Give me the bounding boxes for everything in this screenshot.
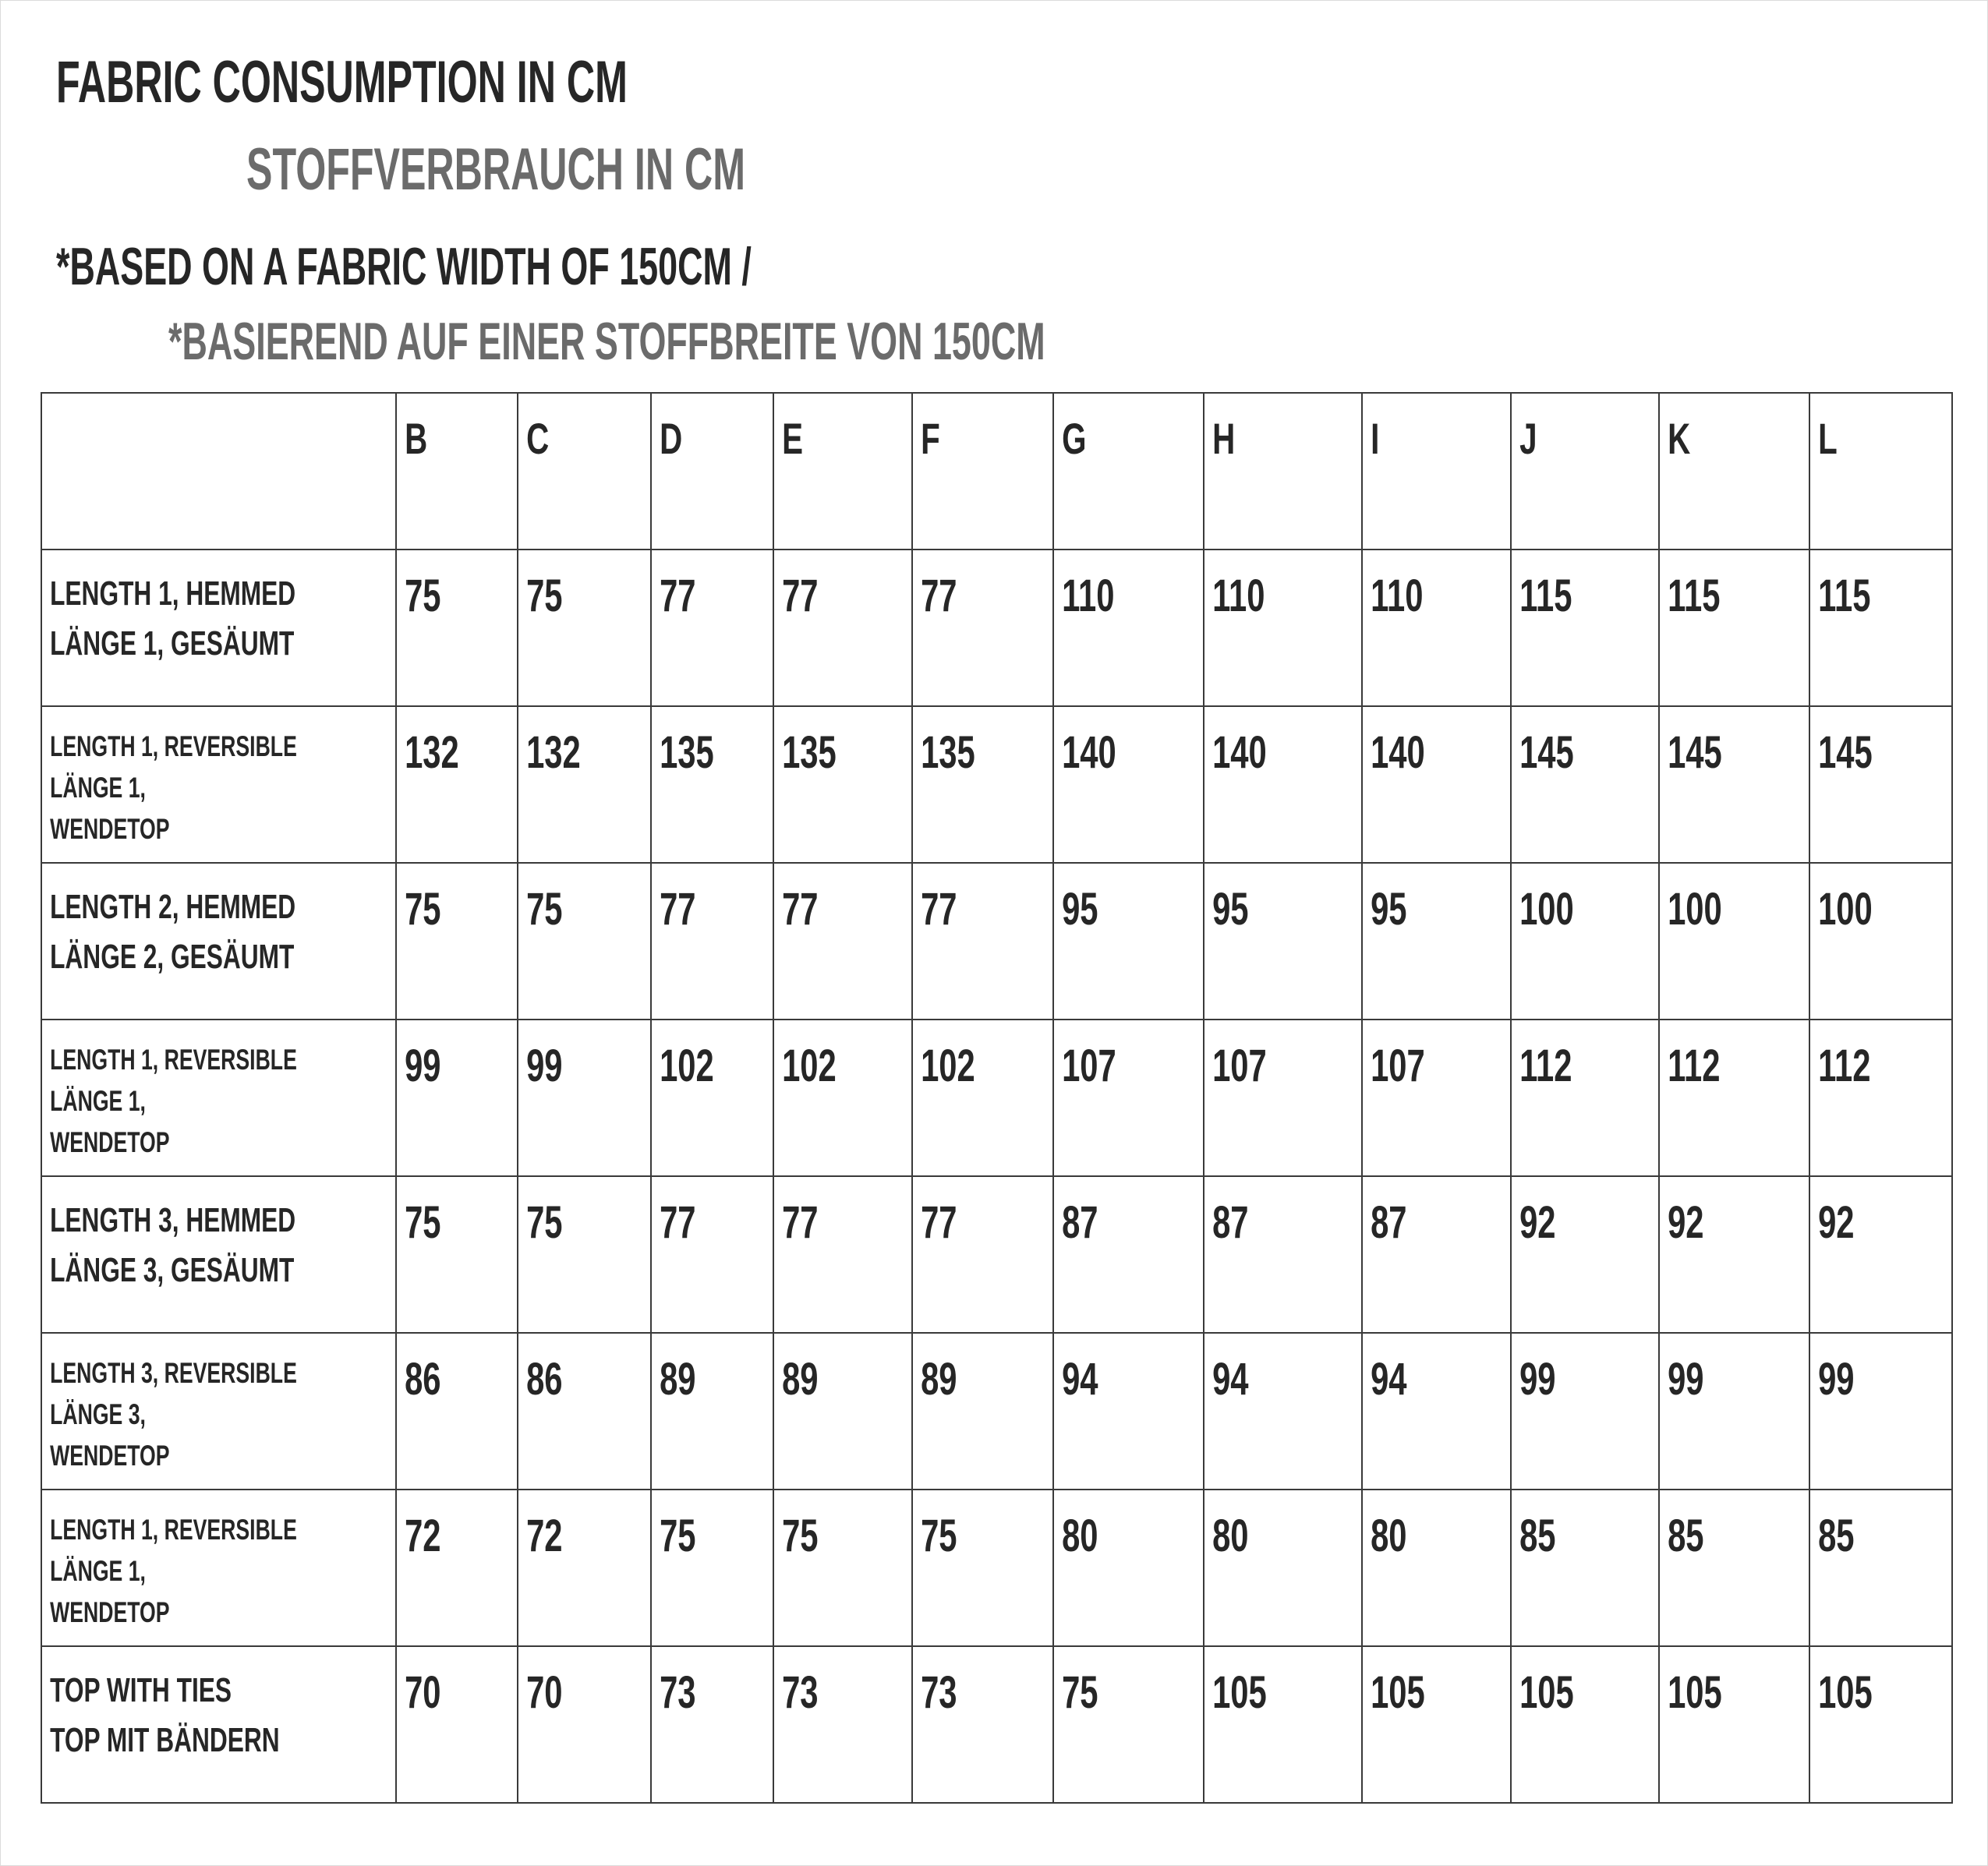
row-label-line: LENGTH 1, REVERSIBLE xyxy=(50,730,297,762)
consumption-value: 80 xyxy=(1062,1511,1098,1561)
consumption-value: 100 xyxy=(1519,884,1574,935)
consumption-value: 77 xyxy=(782,884,819,935)
consumption-value: 107 xyxy=(1062,1041,1116,1091)
size-label: J xyxy=(1519,414,1537,463)
value-cell xyxy=(1809,706,1952,863)
row-label xyxy=(42,1334,296,1476)
row-label-line: LÄNGE 2, GESÄUMT xyxy=(50,938,295,976)
value-cell xyxy=(518,1020,651,1176)
value-cell xyxy=(912,1333,1053,1490)
row-label-line: WENDETOP xyxy=(50,1126,170,1158)
value-cell xyxy=(773,863,912,1020)
value-cell xyxy=(1204,550,1362,706)
consumption-value: 132 xyxy=(405,727,459,778)
row-label-line: LÄNGE 3, GESÄUMT xyxy=(50,1251,295,1289)
consumption-value: 73 xyxy=(660,1667,696,1718)
value-cell xyxy=(1362,706,1511,863)
consumption-value: 75 xyxy=(526,1197,563,1248)
value-cell xyxy=(1511,863,1659,1020)
consumption-value: 77 xyxy=(660,884,696,935)
consumption-value: 94 xyxy=(1212,1354,1249,1405)
table-row xyxy=(41,1333,1952,1490)
value-cell xyxy=(1362,1020,1511,1176)
table-row xyxy=(41,863,1952,1020)
value-cell xyxy=(1204,863,1362,1020)
value-cell xyxy=(1053,1646,1204,1803)
consumption-value: 70 xyxy=(526,1667,563,1718)
row-label-cell xyxy=(41,1020,396,1176)
row-label-line: LÄNGE 1, GESÄUMT xyxy=(50,624,295,663)
value-cell xyxy=(912,1646,1053,1803)
value-cell xyxy=(396,1333,518,1490)
consumption-value: 102 xyxy=(660,1041,714,1091)
value-cell xyxy=(1511,706,1659,863)
consumption-value: 72 xyxy=(526,1511,563,1561)
consumption-value: 115 xyxy=(1818,571,1871,621)
value-cell xyxy=(396,1176,518,1333)
consumption-value: 75 xyxy=(405,1197,441,1248)
size-label: D xyxy=(660,414,683,463)
value-cell xyxy=(518,1646,651,1803)
consumption-value: 105 xyxy=(1818,1667,1873,1718)
consumption-value: 107 xyxy=(1212,1041,1267,1091)
consumption-value: 92 xyxy=(1519,1197,1556,1248)
row-label-line: TOP WITH TIES xyxy=(50,1671,232,1709)
consumption-value: 72 xyxy=(405,1511,441,1561)
value-cell xyxy=(773,1490,912,1646)
row-label xyxy=(42,1490,296,1633)
subtitle-german: *BASIEREND AUF EINER STOFFBREITE VON 150CM xyxy=(168,312,1045,371)
value-cell xyxy=(1809,1333,1952,1490)
value-cell xyxy=(518,706,651,863)
value-cell xyxy=(396,1490,518,1646)
value-cell xyxy=(1053,863,1204,1020)
consumption-value: 75 xyxy=(526,571,563,621)
value-cell xyxy=(912,863,1053,1020)
value-cell xyxy=(1204,1333,1362,1490)
consumption-value: 105 xyxy=(1371,1667,1425,1718)
subtitle-english: *BASED ON A FABRIC WIDTH OF 150CM / xyxy=(56,237,752,296)
consumption-value: 89 xyxy=(921,1354,957,1405)
consumption-value: 107 xyxy=(1371,1041,1425,1091)
value-cell xyxy=(1053,1333,1204,1490)
consumption-value: 77 xyxy=(660,1197,696,1248)
consumption-value: 75 xyxy=(405,884,441,935)
value-cell xyxy=(773,550,912,706)
value-cell xyxy=(1511,550,1659,706)
value-cell xyxy=(1204,1646,1362,1803)
column-header xyxy=(912,393,1053,550)
size-label: L xyxy=(1818,414,1838,463)
consumption-value: 77 xyxy=(921,571,957,621)
row-label xyxy=(42,1177,296,1295)
size-label: B xyxy=(405,414,428,463)
column-header xyxy=(1053,393,1204,550)
value-cell xyxy=(912,1176,1053,1333)
table-body xyxy=(41,393,1952,1803)
size-label: C xyxy=(526,414,550,463)
column-header xyxy=(773,393,912,550)
value-cell xyxy=(1053,1490,1204,1646)
value-cell xyxy=(651,1490,773,1646)
value-cell xyxy=(1809,1490,1952,1646)
value-cell xyxy=(651,1176,773,1333)
consumption-value: 70 xyxy=(405,1667,441,1718)
value-cell xyxy=(1659,863,1809,1020)
table-row xyxy=(41,1020,1952,1176)
value-cell xyxy=(1659,1020,1809,1176)
corner-cell xyxy=(41,393,396,550)
value-cell xyxy=(1511,1176,1659,1333)
size-label: H xyxy=(1212,414,1236,463)
consumption-value: 86 xyxy=(405,1354,441,1405)
value-cell xyxy=(1053,1176,1204,1333)
row-label-line: TOP MIT BÄNDERN xyxy=(50,1721,280,1759)
consumption-value: 100 xyxy=(1668,884,1722,935)
row-label-cell xyxy=(41,1333,396,1490)
column-header xyxy=(1362,393,1511,550)
consumption-value: 115 xyxy=(1668,571,1721,621)
row-label xyxy=(42,707,296,850)
value-cell xyxy=(1511,1333,1659,1490)
table-row xyxy=(41,550,1952,706)
value-cell xyxy=(1809,1020,1952,1176)
value-cell xyxy=(773,1176,912,1333)
value-cell xyxy=(912,1490,1053,1646)
consumption-value: 87 xyxy=(1212,1197,1249,1248)
consumption-value: 110 xyxy=(1212,571,1265,621)
row-label-line: LENGTH 2, HEMMED xyxy=(50,888,296,926)
value-cell xyxy=(912,706,1053,863)
consumption-value: 95 xyxy=(1062,884,1098,935)
table-row xyxy=(41,706,1952,863)
value-cell xyxy=(1659,1646,1809,1803)
value-cell xyxy=(773,1646,912,1803)
row-label-cell xyxy=(41,1646,396,1803)
consumption-value: 75 xyxy=(921,1511,957,1561)
consumption-value: 95 xyxy=(1371,884,1407,935)
column-header xyxy=(651,393,773,550)
consumption-value: 102 xyxy=(782,1041,837,1091)
consumption-value: 75 xyxy=(526,884,563,935)
value-cell xyxy=(1362,1646,1511,1803)
value-cell xyxy=(1511,1020,1659,1176)
column-header xyxy=(396,393,518,550)
value-cell xyxy=(1809,863,1952,1020)
consumption-value: 89 xyxy=(660,1354,696,1405)
consumption-value: 85 xyxy=(1668,1511,1704,1561)
consumption-value: 140 xyxy=(1212,727,1267,778)
value-cell xyxy=(1362,1333,1511,1490)
consumption-value: 99 xyxy=(1668,1354,1704,1405)
value-cell xyxy=(518,1176,651,1333)
consumption-value: 95 xyxy=(1212,884,1249,935)
value-cell xyxy=(1362,863,1511,1020)
row-label-cell xyxy=(41,1490,396,1646)
consumption-value: 99 xyxy=(1818,1354,1855,1405)
consumption-value: 105 xyxy=(1668,1667,1722,1718)
value-cell xyxy=(1053,706,1204,863)
row-label-cell xyxy=(41,1176,396,1333)
corner-label xyxy=(42,394,296,417)
value-cell xyxy=(1204,1176,1362,1333)
consumption-value: 99 xyxy=(405,1041,441,1091)
row-label xyxy=(42,1647,296,1765)
value-cell xyxy=(396,1020,518,1176)
value-cell xyxy=(651,1646,773,1803)
title-german: STOFFVERBRAUCH IN CM xyxy=(246,136,746,203)
value-cell xyxy=(651,706,773,863)
size-label: E xyxy=(782,414,803,463)
consumption-value: 99 xyxy=(1519,1354,1556,1405)
column-header xyxy=(1809,393,1952,550)
consumption-value: 112 xyxy=(1668,1041,1721,1091)
value-cell xyxy=(773,1333,912,1490)
value-cell xyxy=(1204,706,1362,863)
size-label: I xyxy=(1371,414,1380,463)
consumption-value: 145 xyxy=(1818,727,1873,778)
fabric-consumption-table xyxy=(41,392,1953,1804)
consumption-value: 94 xyxy=(1371,1354,1407,1405)
value-cell xyxy=(1053,550,1204,706)
row-label-line: LÄNGE 1, xyxy=(50,1555,146,1587)
value-cell xyxy=(773,706,912,863)
consumption-value: 92 xyxy=(1818,1197,1855,1248)
consumption-value: 87 xyxy=(1062,1197,1098,1248)
value-cell xyxy=(1511,1490,1659,1646)
size-label: G xyxy=(1062,414,1087,463)
consumption-value: 75 xyxy=(1062,1667,1098,1718)
table-header-row xyxy=(41,393,1952,550)
row-label-line: LÄNGE 1, xyxy=(50,772,146,804)
consumption-value: 77 xyxy=(782,1197,819,1248)
row-label-line: LÄNGE 1, xyxy=(50,1085,146,1117)
column-header xyxy=(518,393,651,550)
row-label-cell xyxy=(41,863,396,1020)
value-cell xyxy=(396,550,518,706)
consumption-value: 73 xyxy=(921,1667,957,1718)
consumption-value: 80 xyxy=(1212,1511,1249,1561)
consumption-value: 110 xyxy=(1371,571,1424,621)
row-label-line: LENGTH 1, REVERSIBLE xyxy=(50,1514,297,1546)
value-cell xyxy=(1053,1020,1204,1176)
consumption-value: 135 xyxy=(921,727,975,778)
consumption-value: 73 xyxy=(782,1667,819,1718)
value-cell xyxy=(1659,1490,1809,1646)
value-cell xyxy=(396,863,518,1020)
value-cell xyxy=(1809,550,1952,706)
consumption-value: 135 xyxy=(782,727,837,778)
consumption-value: 85 xyxy=(1818,1511,1855,1561)
value-cell xyxy=(518,1333,651,1490)
consumption-value: 110 xyxy=(1062,571,1115,621)
value-cell xyxy=(518,1490,651,1646)
row-label-cell xyxy=(41,550,396,706)
value-cell xyxy=(912,1020,1053,1176)
row-label-line: LENGTH 3, HEMMED xyxy=(50,1201,296,1239)
consumption-value: 115 xyxy=(1519,571,1572,621)
consumption-value: 75 xyxy=(405,571,441,621)
consumption-value: 86 xyxy=(526,1354,563,1405)
value-cell xyxy=(396,706,518,863)
consumption-value: 75 xyxy=(782,1511,819,1561)
value-cell xyxy=(651,1020,773,1176)
table-row xyxy=(41,1176,1952,1333)
value-cell xyxy=(1659,550,1809,706)
column-header xyxy=(1204,393,1362,550)
value-cell xyxy=(1204,1490,1362,1646)
value-cell xyxy=(1362,1490,1511,1646)
consumption-value: 85 xyxy=(1519,1511,1556,1561)
value-cell xyxy=(518,550,651,706)
consumption-value: 94 xyxy=(1062,1354,1098,1405)
size-label: K xyxy=(1668,414,1691,463)
value-cell xyxy=(1659,706,1809,863)
value-cell xyxy=(651,863,773,1020)
row-label-line: LENGTH 1, REVERSIBLE xyxy=(50,1044,297,1076)
table-row xyxy=(41,1490,1952,1646)
row-label-cell xyxy=(41,706,396,863)
value-cell xyxy=(1659,1333,1809,1490)
row-label xyxy=(42,550,296,669)
consumption-value: 89 xyxy=(782,1354,819,1405)
row-label-line: WENDETOP xyxy=(50,1440,170,1472)
row-label-line: LENGTH 3, REVERSIBLE xyxy=(50,1357,297,1389)
consumption-value: 102 xyxy=(921,1041,975,1091)
value-cell xyxy=(1809,1176,1952,1333)
consumption-value: 77 xyxy=(782,571,819,621)
value-cell xyxy=(773,1020,912,1176)
value-cell xyxy=(1204,1020,1362,1176)
row-label xyxy=(42,864,296,982)
value-cell xyxy=(1362,1176,1511,1333)
consumption-value: 105 xyxy=(1212,1667,1267,1718)
consumption-value: 112 xyxy=(1818,1041,1871,1091)
title-english: FABRIC CONSUMPTION IN CM xyxy=(56,49,628,115)
consumption-value: 92 xyxy=(1668,1197,1704,1248)
value-cell xyxy=(1511,1646,1659,1803)
value-cell xyxy=(396,1646,518,1803)
row-label-line: WENDETOP xyxy=(50,1596,170,1628)
consumption-value: 140 xyxy=(1062,727,1116,778)
value-cell xyxy=(1809,1646,1952,1803)
value-cell xyxy=(1659,1176,1809,1333)
consumption-value: 132 xyxy=(526,727,581,778)
consumption-value: 100 xyxy=(1818,884,1873,935)
consumption-value: 145 xyxy=(1519,727,1574,778)
table-row xyxy=(41,1646,1952,1803)
row-label xyxy=(42,1020,296,1163)
consumption-value: 99 xyxy=(526,1041,563,1091)
consumption-value: 112 xyxy=(1519,1041,1572,1091)
row-label-line: LÄNGE 3, xyxy=(50,1398,146,1430)
size-label: F xyxy=(921,414,940,463)
consumption-value: 140 xyxy=(1371,727,1425,778)
consumption-value: 105 xyxy=(1519,1667,1574,1718)
consumption-value: 87 xyxy=(1371,1197,1407,1248)
consumption-value: 135 xyxy=(660,727,714,778)
column-header xyxy=(1511,393,1659,550)
row-label-line: LENGTH 1, HEMMED xyxy=(50,574,296,613)
consumption-value: 75 xyxy=(660,1511,696,1561)
consumption-value: 77 xyxy=(921,1197,957,1248)
value-cell xyxy=(651,550,773,706)
column-header xyxy=(1659,393,1809,550)
value-cell xyxy=(651,1333,773,1490)
value-cell xyxy=(912,550,1053,706)
consumption-value: 80 xyxy=(1371,1511,1407,1561)
value-cell xyxy=(518,863,651,1020)
value-cell xyxy=(1362,550,1511,706)
consumption-value: 145 xyxy=(1668,727,1722,778)
row-label-line: WENDETOP xyxy=(50,813,170,845)
consumption-value: 77 xyxy=(660,571,696,621)
consumption-value: 77 xyxy=(921,884,957,935)
